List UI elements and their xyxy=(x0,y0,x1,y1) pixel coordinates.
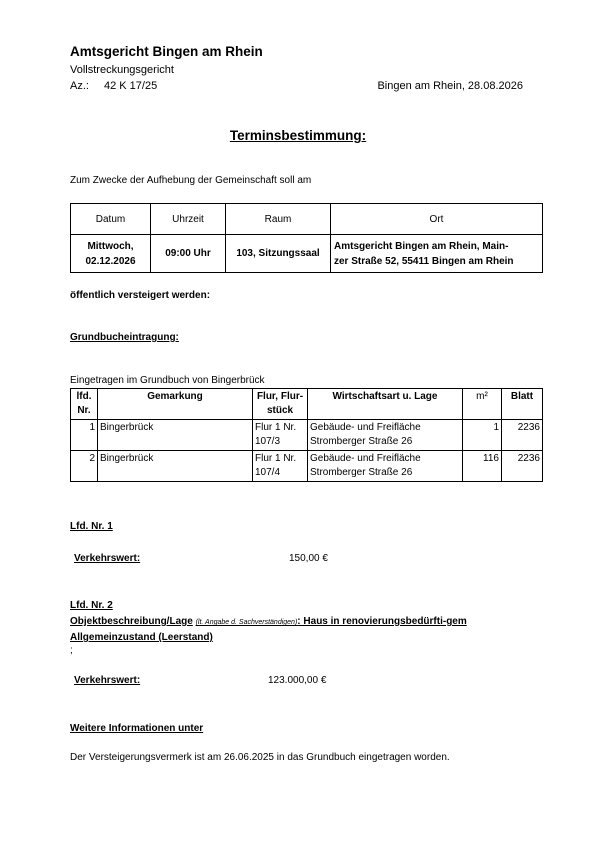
document-title: Terminsbestimmung: xyxy=(229,128,367,143)
col-header-place: Ort xyxy=(331,204,543,235)
termin-time: 09:00 Uhr xyxy=(151,235,226,273)
row-flur xyxy=(253,451,308,482)
item2-description-text: : Haus in renovierungsbedürfti-gem Allgemeinzustand (Leerstand) xyxy=(70,616,467,643)
row-wirtschaftsart-line1: Gebäude- und Freifläche xyxy=(310,422,421,433)
item2-value-label: Verkehrswert: xyxy=(74,675,141,686)
row-wirtschaftsart-line2: Stromberger Straße 26 xyxy=(310,467,413,478)
grundbuch-heading: Grundbucheintragung: xyxy=(70,332,179,343)
court-name: Amtsgericht Bingen am Rhein xyxy=(70,44,263,59)
termin-date-value: 02.12.2026 xyxy=(85,255,136,267)
col-header-blatt: Blatt xyxy=(502,389,543,420)
termin-table xyxy=(70,203,543,273)
termin-table-row xyxy=(71,235,543,273)
row-wirtschaftsart xyxy=(308,420,463,451)
row-gemarkung: Bingerbrück xyxy=(98,451,253,482)
row-flur-line2: 107/3 xyxy=(255,436,281,447)
row-flur xyxy=(253,420,308,451)
row-wirtschaftsart-line1: Gebäude- und Freifläche xyxy=(310,453,421,464)
col-header-lfd xyxy=(71,389,98,420)
file-number: 42 K 17/25 xyxy=(104,80,158,92)
grundbuch-table-header xyxy=(71,389,543,420)
item2-description xyxy=(70,614,540,645)
vermerk-text: Der Versteigerungsvermerk ist am 26.06.2025 in das Grundbuch eingetragen worden. xyxy=(70,752,450,763)
row-blatt: 2236 xyxy=(502,451,543,482)
col-header-flur-line2: stück xyxy=(266,405,294,416)
info-heading: Weitere Informationen unter xyxy=(70,723,204,734)
auction-text: öffentlich versteigert werden: xyxy=(70,290,211,301)
col-header-flur-line1: Flur, Flur- xyxy=(256,391,304,402)
grundbuch-source: Eingetragen im Grundbuch von Bingerbrück xyxy=(70,375,265,386)
termin-room: 103, Sitzungssaal xyxy=(226,235,331,273)
termin-place-line1: Amtsgericht Bingen am Rhein, Main- xyxy=(334,240,509,252)
row-wirtschaftsart-line2: Stromberger Straße 26 xyxy=(310,436,413,447)
termin-place-line2: zer Straße 52, 55411 Bingen am Rhein xyxy=(334,255,514,267)
termin-table-header xyxy=(71,204,543,235)
col-header-lfd-line1: lfd. xyxy=(76,391,92,402)
termin-date-weekday: Mittwoch, xyxy=(87,240,134,252)
item2-semicolon: ; xyxy=(70,645,73,656)
item2-value: 123.000,00 € xyxy=(268,675,327,686)
file-number-label: Az.: xyxy=(70,80,89,92)
row-flur-line1: Flur 1 Nr. xyxy=(255,453,297,464)
row-wirtschaftsart xyxy=(308,451,463,482)
termin-place xyxy=(331,235,543,273)
col-header-time: Uhrzeit xyxy=(151,204,226,235)
col-header-date: Datum xyxy=(71,204,151,235)
row-nr: 2 xyxy=(71,451,98,482)
item2-description-label: Objektbeschreibung/Lage xyxy=(70,616,193,627)
row-nr: 1 xyxy=(71,420,98,451)
col-header-area: m² xyxy=(463,389,502,420)
col-header-lfd-line2: Nr. xyxy=(77,405,91,416)
table-row xyxy=(71,420,543,451)
place-date: Bingen am Rhein, 28.08.2026 xyxy=(377,80,523,92)
grundbuch-table xyxy=(70,388,543,482)
item1-value: 150,00 € xyxy=(289,553,328,564)
court-subtitle: Vollstreckungsgericht xyxy=(70,64,174,76)
row-flur-line2: 107/4 xyxy=(255,467,281,478)
row-blatt: 2236 xyxy=(502,420,543,451)
col-header-room: Raum xyxy=(226,204,331,235)
col-header-wirtschaftsart: Wirtschaftsart u. Lage xyxy=(308,389,463,420)
termin-date xyxy=(71,235,151,273)
col-header-gemarkung: Gemarkung xyxy=(98,389,253,420)
item1-label: Lfd. Nr. 1 xyxy=(70,521,113,532)
row-flur-line1: Flur 1 Nr. xyxy=(255,422,297,433)
row-area: 1 xyxy=(463,420,502,451)
col-header-flur xyxy=(253,389,308,420)
item2-label: Lfd. Nr. 2 xyxy=(70,600,113,611)
intro-text: Zum Zwecke der Aufhebung der Gemeinschaft soll am xyxy=(70,175,312,186)
item2-description-note: (lt. Angabe d. Sachverständigen) xyxy=(195,619,298,626)
row-area: 116 xyxy=(463,451,502,482)
table-row xyxy=(71,451,543,482)
item1-value-label: Verkehrswert: xyxy=(74,553,141,564)
row-gemarkung: Bingerbrück xyxy=(98,420,253,451)
